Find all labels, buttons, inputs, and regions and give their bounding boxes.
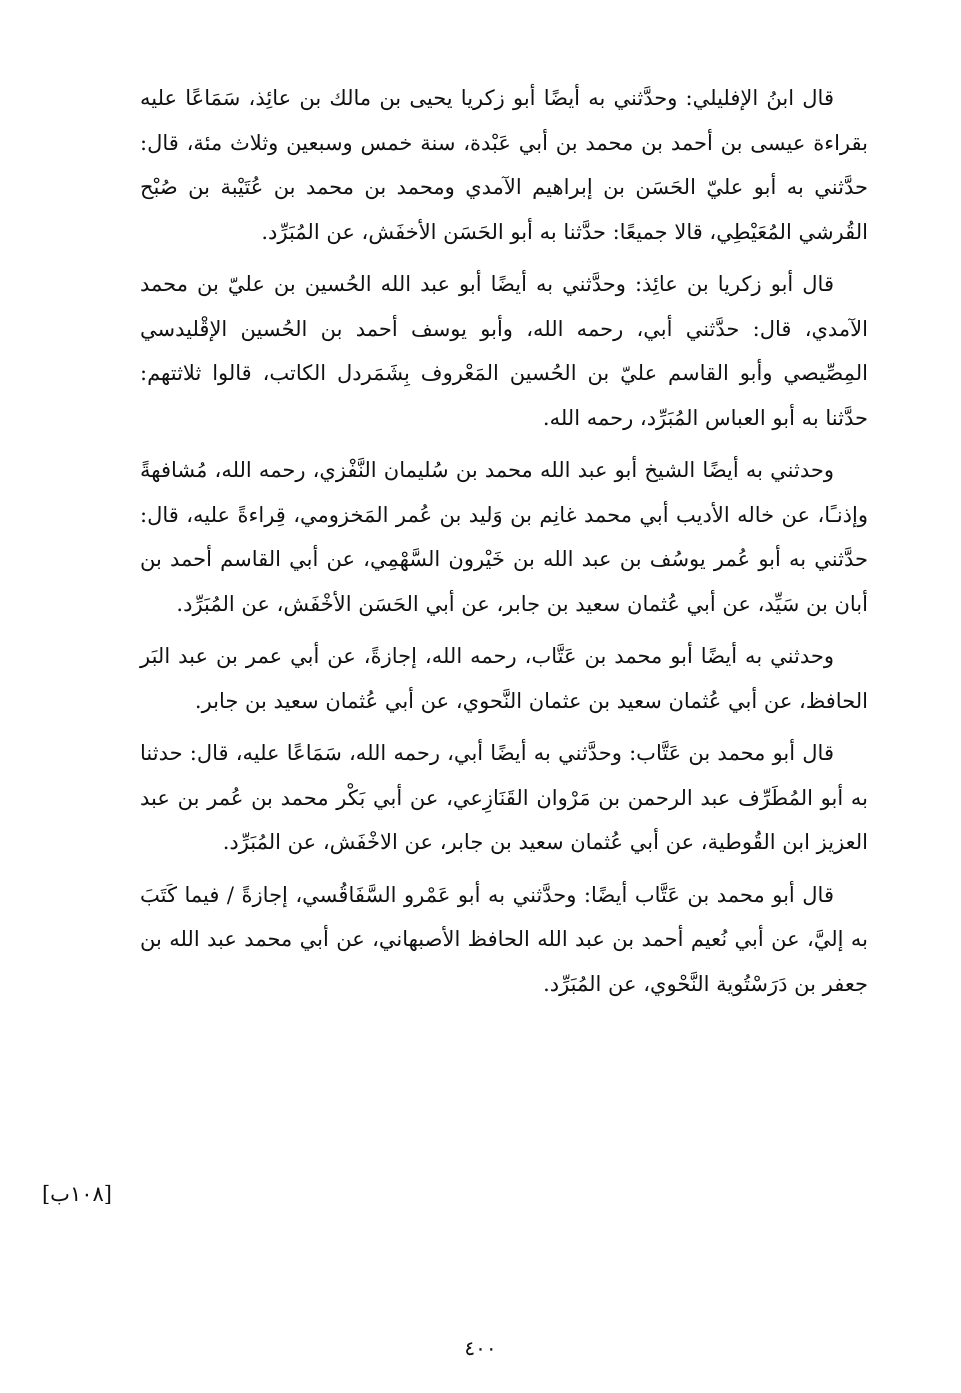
paragraph-3: وحدثني به أيضًا الشيخ أبو عبد الله محمد بن سُليمان النَّفْزي، رحمه الله، مُشافهةً وإذنـًا، عن خاله الأديب أبي محمد غانِم بن وَليد بن عُمر المَخزومي، قِراءةً عليه، قال: حدَّثني به أبو عُمر يوسُف بن عبد الله بن خَيْرون السَّهْمِي، عن أبي القاسم أحمد بن أبان بن سَيِّد، عن أبي عُثمان سعيد بن جابر، عن أبي الحَسَن الأخْفَش، عن المُبَرِّد.: [140, 458, 868, 616]
folio-marker: [١٠٨ب]: [41, 1182, 112, 1206]
paragraph-6: قال أبو محمد بن عَتَّاب أيضًا: وحدَّثني به أبو عَمْرو السَّفَاقُسي، إجازةً / فيما كَتَبَ به إليَّ، عن أبي نُعيم أحمد بن عبد الله الحافظ الأصبهاني، عن أبي محمد عبد الله بن جعفر بن دَرَسْتُوية النَّحْوي، عن المُبَرِّد.: [140, 882, 868, 996]
page-number: ٤٠٠: [464, 1336, 497, 1360]
main-text: [140, 76, 868, 1014]
paragraph-4: وحدثني به أيضًا أبو محمد بن عَتَّاب، رحمه الله، إجازةً، عن أبي عمر بن عبد البَر الحافظ، عن أبي عُثمان سعيد بن عثمان النَّحوي، عن أبي عُثمان سعيد بن جابر.: [140, 644, 868, 713]
paragraph-5: قال أبو محمد بن عَتَّاب: وحدَّثني به أيضًا أبي، رحمه الله، سَمَاعًا عليه، قال: حدثنا به أبو المُطَرِّف عبد الرحمن بن مَرْوان القَنَازِعي، عن أبي بَكْر محمد بن عُمر بن عبد العزيز ابن القُوطية، عن أبي عُثمان سعيد بن جابر، عن الاخْفَش، عن المُبَرِّد.: [140, 741, 868, 854]
paragraph-1: قال ابنُ الإفليلي: وحدَّثني به أيضًا أبو زكريا يحيى بن مالك بن عائِذ، سَمَاعًا عليه بقراءة عيسى بن أحمد بن محمد بن أبي عَبْدة، سنة خمس وسبعين وثلاث مئة، قال: حدَّثني به أبو عليّ الحَسَن بن إبراهيم الآمدي ومحمد بن محمد بن عُتَيْبة بن صُبْح القُرشي المُعَيْطِي، قالا جميعًا: حدَّثنا به أبو الحَسَن الأخفَش، عن المُبَرِّد.: [140, 86, 868, 244]
paragraph-2: قال أبو زكريا بن عائِذ: وحدَّثني به أيضًا أبو عبد الله الحُسين بن عليّ بن محمد الآمدي، قال: حدَّثني أبي، رحمه الله، وأبو يوسف أحمد بن الحُسين الإقْليدسي المِصِّيصي وأبو القاسم عليّ بن الحُسين المَعْروف بِشَمَردل الكاتب، قالوا ثلاثتهم: حدَّثنا به أبو العباس المُبَرِّد، رحمه الله.: [140, 272, 868, 430]
